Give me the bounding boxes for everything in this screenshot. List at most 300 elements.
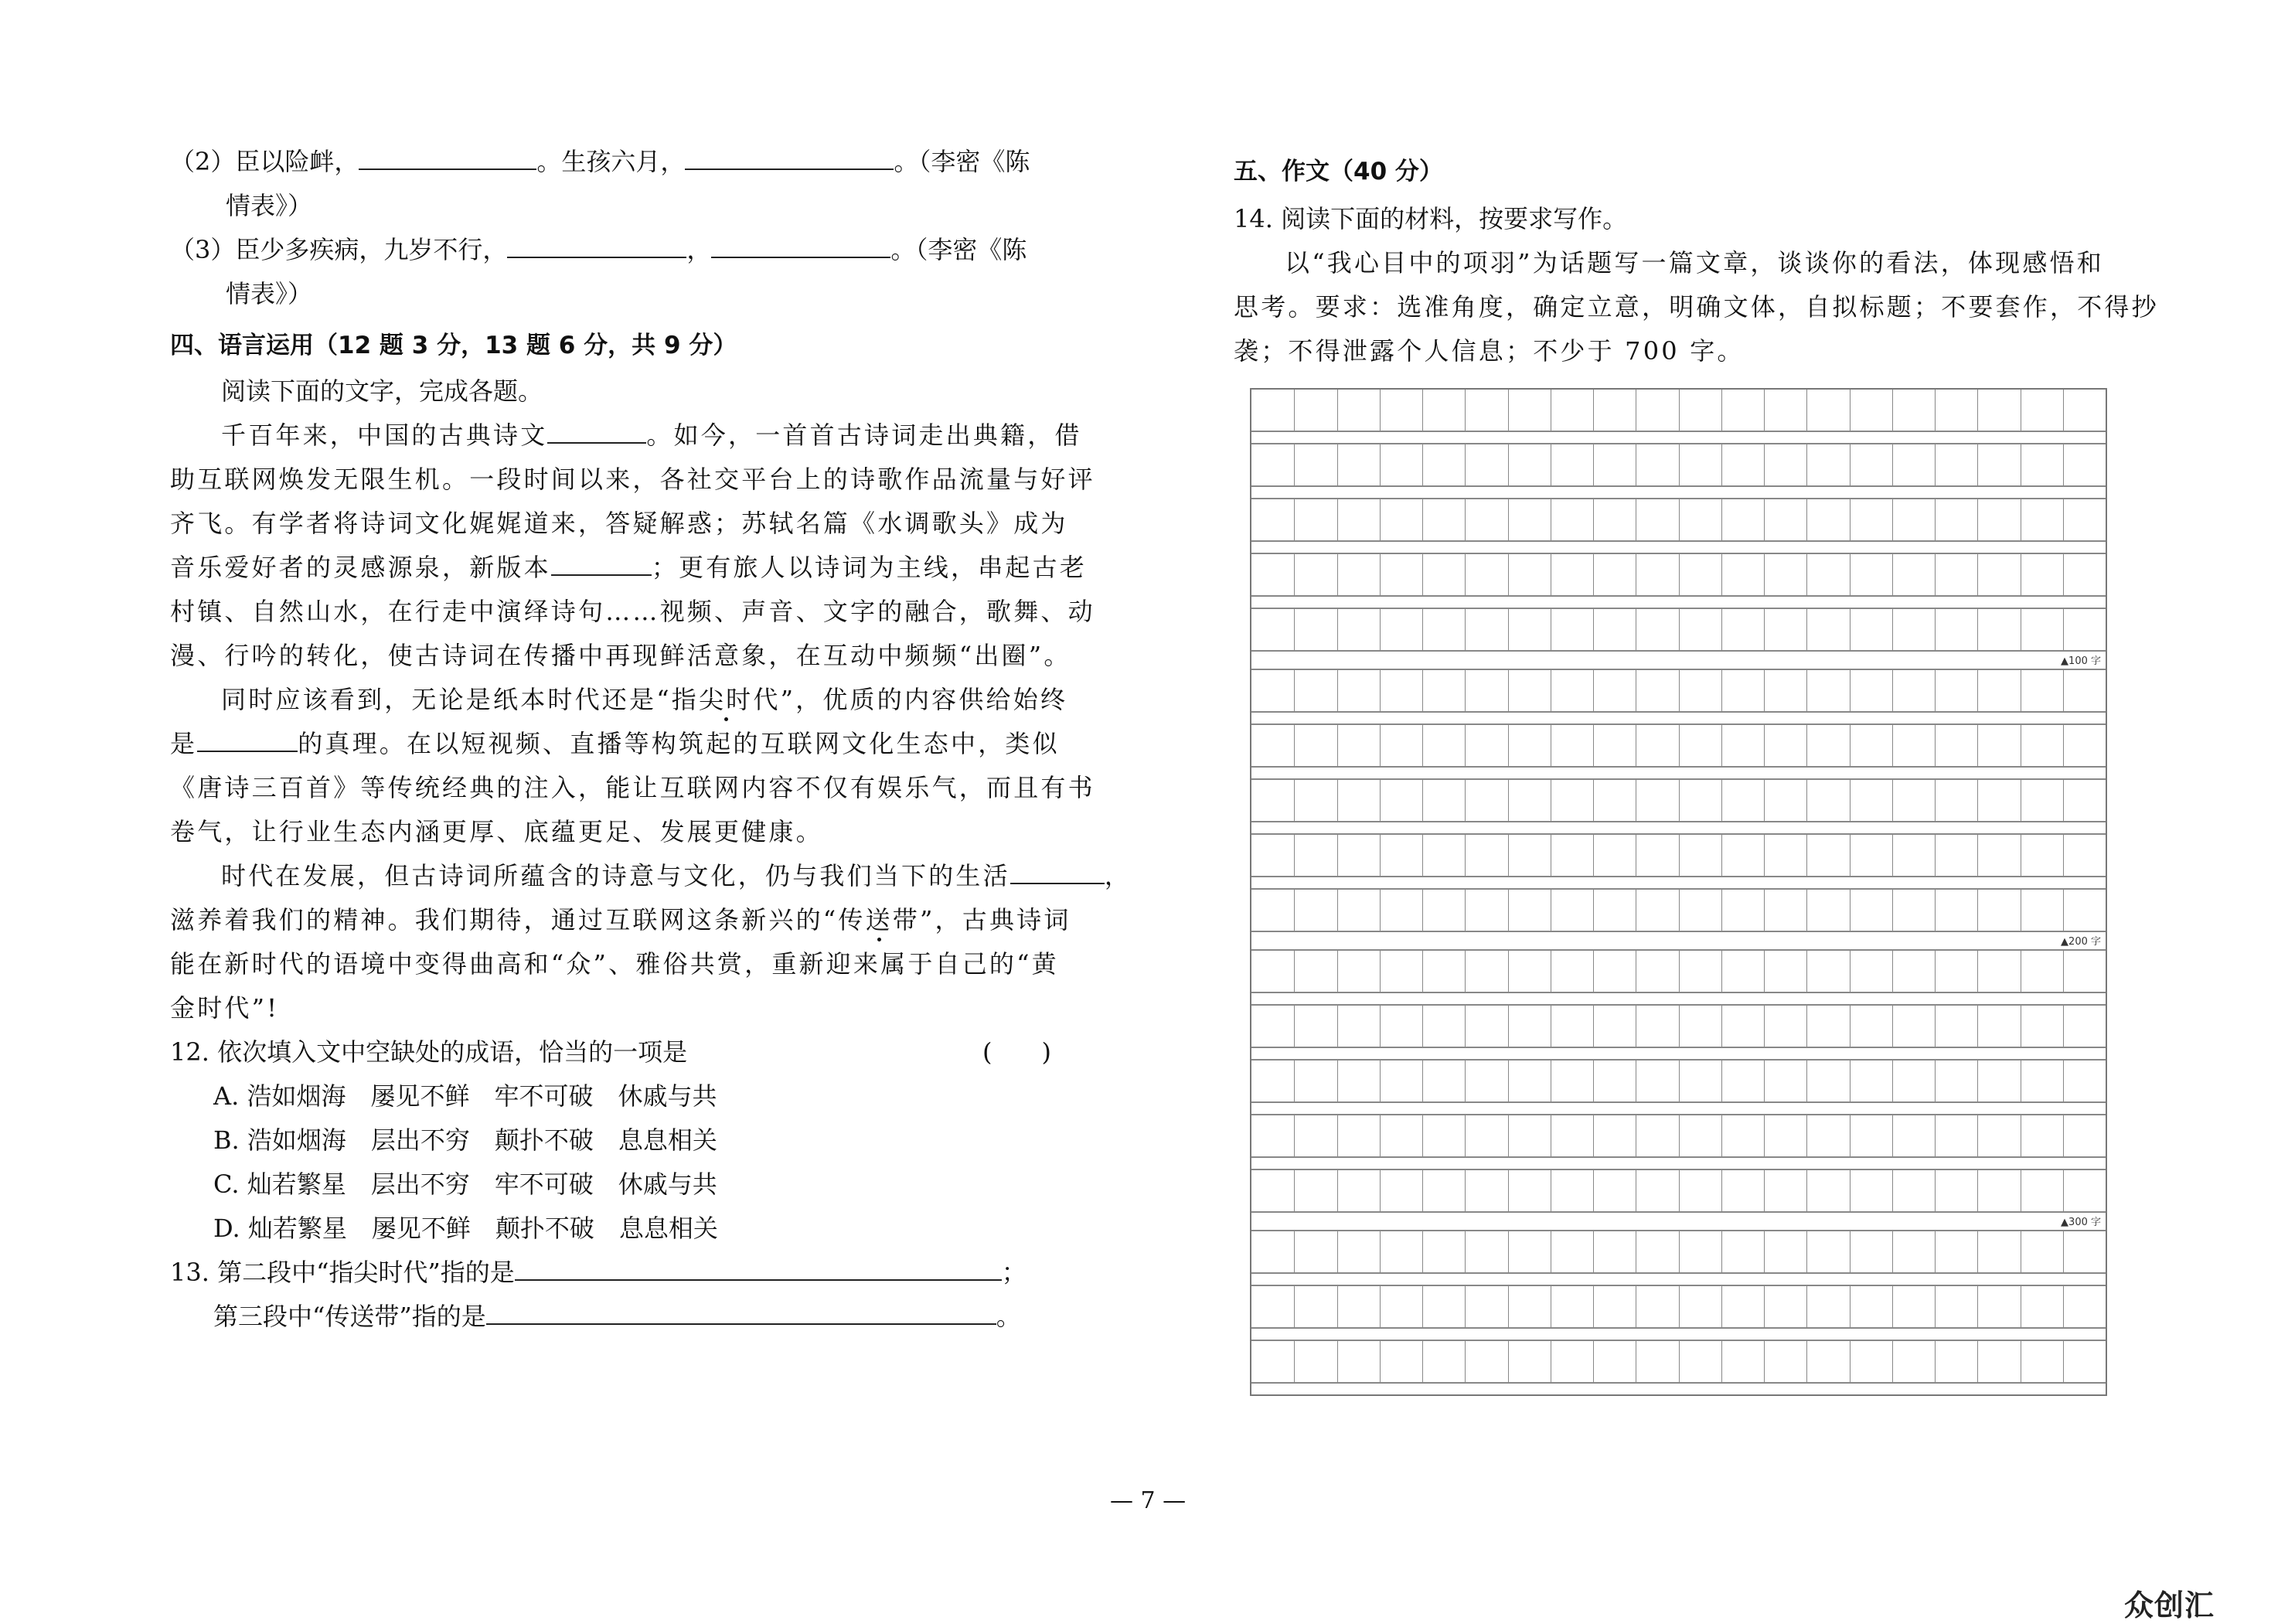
grid-cell[interactable] xyxy=(1892,725,1935,766)
grid-cell[interactable] xyxy=(1935,609,1977,650)
grid-cell[interactable] xyxy=(1294,444,1336,485)
grid-cell[interactable] xyxy=(2063,499,2106,540)
grid-cell[interactable] xyxy=(1380,951,1422,992)
grid-cell[interactable] xyxy=(1679,1006,1721,1047)
grid-cell[interactable] xyxy=(1294,670,1336,711)
grid-cell[interactable] xyxy=(1551,1286,1593,1327)
grid-cell[interactable] xyxy=(1465,951,1507,992)
grid-cell[interactable] xyxy=(1935,390,1977,431)
essay-writing-grid[interactable] xyxy=(1250,388,2107,1396)
grid-cell[interactable] xyxy=(1551,780,1593,821)
grid-cell[interactable] xyxy=(1465,1006,1507,1047)
grid-cell[interactable] xyxy=(2063,725,2106,766)
grid-cell[interactable] xyxy=(1422,890,1465,931)
grid-cell[interactable] xyxy=(1294,1231,1336,1272)
grid-cell[interactable] xyxy=(1850,390,1892,431)
grid-cell[interactable] xyxy=(1721,1115,1764,1156)
grid-cell[interactable] xyxy=(1892,554,1935,595)
answer-blank[interactable] xyxy=(197,729,298,752)
grid-cell[interactable] xyxy=(1806,499,1849,540)
grid-cell[interactable] xyxy=(1337,444,1380,485)
grid-cell[interactable] xyxy=(1465,554,1507,595)
grid-cell[interactable] xyxy=(1422,1006,1465,1047)
grid-cell[interactable] xyxy=(1422,390,1465,431)
grid-cell[interactable] xyxy=(1850,1231,1892,1272)
grid-cell[interactable] xyxy=(2021,1170,2063,1211)
grid-cell[interactable] xyxy=(1465,890,1507,931)
grid-cell[interactable] xyxy=(2021,609,2063,650)
grid-cell[interactable] xyxy=(1422,499,1465,540)
grid-cell[interactable] xyxy=(1465,670,1507,711)
grid-cell[interactable] xyxy=(2063,1061,2106,1101)
grid-cell[interactable] xyxy=(1294,1115,1336,1156)
grid-cell[interactable] xyxy=(1465,1231,1507,1272)
grid-cell[interactable] xyxy=(1764,725,1806,766)
grid-cell[interactable] xyxy=(1679,499,1721,540)
grid-cell[interactable] xyxy=(1380,1170,1422,1211)
grid-cell[interactable] xyxy=(1380,835,1422,876)
grid-cell[interactable] xyxy=(2063,780,2106,821)
answer-bracket[interactable]: ( ) xyxy=(982,1037,1051,1067)
grid-cell[interactable] xyxy=(1892,1286,1935,1327)
grid-cell[interactable] xyxy=(1850,499,1892,540)
grid-cell[interactable] xyxy=(1764,1061,1806,1101)
grid-cell[interactable] xyxy=(1508,725,1551,766)
grid-cell[interactable] xyxy=(1337,1115,1380,1156)
grid-cell[interactable] xyxy=(1380,554,1422,595)
grid-cell[interactable] xyxy=(1636,1006,1678,1047)
grid-cell[interactable] xyxy=(1977,609,2020,650)
grid-cell[interactable] xyxy=(1465,725,1507,766)
grid-cell[interactable] xyxy=(1806,444,1849,485)
grid-cell[interactable] xyxy=(1593,390,1636,431)
grid-cell[interactable] xyxy=(1850,1115,1892,1156)
grid-cell[interactable] xyxy=(1337,835,1380,876)
grid-cell[interactable] xyxy=(1380,780,1422,821)
grid-cell[interactable] xyxy=(1465,609,1507,650)
grid-cell[interactable] xyxy=(1636,499,1678,540)
grid-cell[interactable] xyxy=(1764,1286,1806,1327)
grid-cell[interactable] xyxy=(1251,725,1294,766)
grid-cell[interactable] xyxy=(1294,951,1336,992)
grid-cell[interactable] xyxy=(1508,444,1551,485)
grid-cell[interactable] xyxy=(1337,951,1380,992)
grid-cell[interactable] xyxy=(1935,725,1977,766)
grid-cell[interactable] xyxy=(1380,609,1422,650)
answer-blank[interactable] xyxy=(547,420,646,444)
grid-cell[interactable] xyxy=(1721,1061,1764,1101)
grid-cell[interactable] xyxy=(1551,554,1593,595)
grid-cell[interactable] xyxy=(1508,835,1551,876)
grid-cell[interactable] xyxy=(2021,1231,2063,1272)
grid-cell[interactable] xyxy=(1892,1115,1935,1156)
grid-cell[interactable] xyxy=(1935,1170,1977,1211)
grid-cell[interactable] xyxy=(1380,1006,1422,1047)
grid-cell[interactable] xyxy=(1294,499,1336,540)
grid-cell[interactable] xyxy=(1679,609,1721,650)
grid-cell[interactable] xyxy=(1636,725,1678,766)
grid-cell[interactable] xyxy=(2021,725,2063,766)
grid-cell[interactable] xyxy=(1850,725,1892,766)
grid-cell[interactable] xyxy=(1508,1341,1551,1382)
grid-cell[interactable] xyxy=(2021,780,2063,821)
grid-cell[interactable] xyxy=(1892,890,1935,931)
grid-cell[interactable] xyxy=(1977,1231,2020,1272)
grid-cell[interactable] xyxy=(1721,1341,1764,1382)
grid-cell[interactable] xyxy=(1764,951,1806,992)
grid-cell[interactable] xyxy=(1977,1115,2020,1156)
grid-cell[interactable] xyxy=(2021,499,2063,540)
grid-cell[interactable] xyxy=(1294,780,1336,821)
grid-cell[interactable] xyxy=(1636,670,1678,711)
grid-cell[interactable] xyxy=(1422,1061,1465,1101)
grid-cell[interactable] xyxy=(1294,1006,1336,1047)
grid-cell[interactable] xyxy=(1806,670,1849,711)
grid-cell[interactable] xyxy=(1892,1231,1935,1272)
grid-cell[interactable] xyxy=(1593,444,1636,485)
grid-cell[interactable] xyxy=(1679,780,1721,821)
option-a[interactable]: A. 浩如烟海 屡见不鲜 牢不可破 休戚与共 xyxy=(213,1081,717,1111)
grid-cell[interactable] xyxy=(1721,835,1764,876)
grid-cell[interactable] xyxy=(1294,390,1336,431)
grid-cell[interactable] xyxy=(1294,1061,1336,1101)
answer-blank[interactable] xyxy=(359,147,536,170)
grid-cell[interactable] xyxy=(1935,1061,1977,1101)
grid-cell[interactable] xyxy=(1977,1006,2020,1047)
grid-cell[interactable] xyxy=(1593,554,1636,595)
grid-cell[interactable] xyxy=(1764,1341,1806,1382)
grid-cell[interactable] xyxy=(1977,890,2020,931)
grid-cell[interactable] xyxy=(1508,1231,1551,1272)
grid-cell[interactable] xyxy=(1337,1341,1380,1382)
grid-cell[interactable] xyxy=(1764,1231,1806,1272)
grid-cell[interactable] xyxy=(1337,670,1380,711)
grid-cell[interactable] xyxy=(1508,890,1551,931)
grid-cell[interactable] xyxy=(2063,390,2106,431)
grid-cell[interactable] xyxy=(1422,951,1465,992)
grid-cell[interactable] xyxy=(1422,1341,1465,1382)
grid-cell[interactable] xyxy=(1380,390,1422,431)
grid-cell[interactable] xyxy=(1508,609,1551,650)
grid-cell[interactable] xyxy=(1977,444,2020,485)
grid-cell[interactable] xyxy=(1508,1115,1551,1156)
grid-cell[interactable] xyxy=(1508,499,1551,540)
grid-cell[interactable] xyxy=(1935,1231,1977,1272)
grid-cell[interactable] xyxy=(1422,780,1465,821)
grid-cell[interactable] xyxy=(1251,1006,1294,1047)
grid-cell[interactable] xyxy=(2021,390,2063,431)
grid-cell[interactable] xyxy=(1935,1341,1977,1382)
grid-cell[interactable] xyxy=(1721,1170,1764,1211)
grid-cell[interactable] xyxy=(2063,554,2106,595)
grid-cell[interactable] xyxy=(1850,780,1892,821)
grid-cell[interactable] xyxy=(1551,390,1593,431)
grid-cell[interactable] xyxy=(1636,1061,1678,1101)
grid-cell[interactable] xyxy=(1850,1061,1892,1101)
grid-cell[interactable] xyxy=(1380,1286,1422,1327)
grid-cell[interactable] xyxy=(2021,670,2063,711)
grid-cell[interactable] xyxy=(1935,890,1977,931)
grid-cell[interactable] xyxy=(1551,444,1593,485)
grid-cell[interactable] xyxy=(1721,609,1764,650)
grid-cell[interactable] xyxy=(1636,1170,1678,1211)
grid-cell[interactable] xyxy=(1294,1170,1336,1211)
grid-cell[interactable] xyxy=(1679,1341,1721,1382)
grid-cell[interactable] xyxy=(1337,554,1380,595)
grid-cell[interactable] xyxy=(1764,554,1806,595)
grid-cell[interactable] xyxy=(1636,609,1678,650)
grid-cell[interactable] xyxy=(2021,444,2063,485)
grid-cell[interactable] xyxy=(2063,951,2106,992)
grid-cell[interactable] xyxy=(2063,1170,2106,1211)
grid-cell[interactable] xyxy=(1251,1115,1294,1156)
grid-cell[interactable] xyxy=(1679,725,1721,766)
grid-cell[interactable] xyxy=(1593,1006,1636,1047)
grid-cell[interactable] xyxy=(1806,1006,1849,1047)
grid-cell[interactable] xyxy=(1764,1006,1806,1047)
grid-cell[interactable] xyxy=(1764,780,1806,821)
grid-cell[interactable] xyxy=(1465,780,1507,821)
grid-cell[interactable] xyxy=(1593,1115,1636,1156)
grid-cell[interactable] xyxy=(1251,390,1294,431)
grid-cell[interactable] xyxy=(1764,670,1806,711)
grid-cell[interactable] xyxy=(1593,835,1636,876)
grid-cell[interactable] xyxy=(1294,1341,1336,1382)
grid-cell[interactable] xyxy=(1636,835,1678,876)
grid-cell[interactable] xyxy=(1892,390,1935,431)
grid-cell[interactable] xyxy=(1977,1286,2020,1327)
grid-cell[interactable] xyxy=(2063,609,2106,650)
grid-cell[interactable] xyxy=(1636,1115,1678,1156)
grid-cell[interactable] xyxy=(1977,499,2020,540)
grid-cell[interactable] xyxy=(1679,890,1721,931)
grid-cell[interactable] xyxy=(1892,609,1935,650)
grid-cell[interactable] xyxy=(1636,390,1678,431)
grid-cell[interactable] xyxy=(1294,1286,1336,1327)
grid-cell[interactable] xyxy=(2021,1006,2063,1047)
grid-cell[interactable] xyxy=(1850,554,1892,595)
grid-cell[interactable] xyxy=(1764,1115,1806,1156)
grid-cell[interactable] xyxy=(1935,835,1977,876)
grid-cell[interactable] xyxy=(1806,554,1849,595)
grid-cell[interactable] xyxy=(1508,670,1551,711)
grid-cell[interactable] xyxy=(1679,1170,1721,1211)
grid-cell[interactable] xyxy=(1422,1115,1465,1156)
grid-cell[interactable] xyxy=(1721,951,1764,992)
grid-cell[interactable] xyxy=(1679,1061,1721,1101)
grid-cell[interactable] xyxy=(1422,554,1465,595)
grid-cell[interactable] xyxy=(1850,1286,1892,1327)
grid-cell[interactable] xyxy=(1806,835,1849,876)
grid-cell[interactable] xyxy=(1721,390,1764,431)
option-b[interactable]: B. 浩如烟海 层出不穷 颠扑不破 息息相关 xyxy=(213,1125,717,1155)
answer-blank[interactable] xyxy=(486,1302,996,1325)
grid-cell[interactable] xyxy=(1337,499,1380,540)
grid-cell[interactable] xyxy=(1380,1115,1422,1156)
grid-cell[interactable] xyxy=(1892,1341,1935,1382)
grid-cell[interactable] xyxy=(1337,890,1380,931)
grid-cell[interactable] xyxy=(2021,1115,2063,1156)
grid-cell[interactable] xyxy=(1380,444,1422,485)
grid-cell[interactable] xyxy=(1551,609,1593,650)
grid-cell[interactable] xyxy=(1721,1231,1764,1272)
grid-cell[interactable] xyxy=(1337,1231,1380,1272)
grid-cell[interactable] xyxy=(1508,780,1551,821)
grid-cell[interactable] xyxy=(1764,390,1806,431)
grid-cell[interactable] xyxy=(1551,1170,1593,1211)
grid-cell[interactable] xyxy=(1251,1286,1294,1327)
grid-cell[interactable] xyxy=(1380,670,1422,711)
grid-cell[interactable] xyxy=(2021,1286,2063,1327)
grid-cell[interactable] xyxy=(1850,951,1892,992)
grid-cell[interactable] xyxy=(1551,1341,1593,1382)
grid-cell[interactable] xyxy=(1380,499,1422,540)
grid-cell[interactable] xyxy=(1508,1170,1551,1211)
grid-cell[interactable] xyxy=(1508,951,1551,992)
grid-cell[interactable] xyxy=(1551,890,1593,931)
grid-cell[interactable] xyxy=(1593,725,1636,766)
grid-cell[interactable] xyxy=(2021,835,2063,876)
grid-cell[interactable] xyxy=(1422,609,1465,650)
grid-cell[interactable] xyxy=(2063,1231,2106,1272)
grid-cell[interactable] xyxy=(1251,890,1294,931)
grid-cell[interactable] xyxy=(1593,1170,1636,1211)
grid-cell[interactable] xyxy=(1806,390,1849,431)
grid-cell[interactable] xyxy=(1251,1341,1294,1382)
grid-cell[interactable] xyxy=(1380,1061,1422,1101)
grid-cell[interactable] xyxy=(1251,1170,1294,1211)
grid-cell[interactable] xyxy=(1892,1006,1935,1047)
grid-cell[interactable] xyxy=(1764,835,1806,876)
grid-cell[interactable] xyxy=(1806,1061,1849,1101)
grid-cell[interactable] xyxy=(1935,670,1977,711)
grid-cell[interactable] xyxy=(1977,951,2020,992)
grid-cell[interactable] xyxy=(1251,1061,1294,1101)
grid-cell[interactable] xyxy=(1721,554,1764,595)
grid-cell[interactable] xyxy=(1679,951,1721,992)
grid-cell[interactable] xyxy=(1422,670,1465,711)
grid-cell[interactable] xyxy=(1806,1231,1849,1272)
grid-cell[interactable] xyxy=(1593,1286,1636,1327)
grid-cell[interactable] xyxy=(1892,499,1935,540)
grid-cell[interactable] xyxy=(1636,1286,1678,1327)
grid-cell[interactable] xyxy=(1764,1170,1806,1211)
grid-cell[interactable] xyxy=(1977,1170,2020,1211)
grid-cell[interactable] xyxy=(1892,670,1935,711)
grid-cell[interactable] xyxy=(1679,670,1721,711)
grid-cell[interactable] xyxy=(1251,499,1294,540)
grid-cell[interactable] xyxy=(1977,670,2020,711)
grid-cell[interactable] xyxy=(1508,554,1551,595)
grid-cell[interactable] xyxy=(1294,725,1336,766)
grid-cell[interactable] xyxy=(1892,835,1935,876)
grid-cell[interactable] xyxy=(2021,1341,2063,1382)
grid-cell[interactable] xyxy=(2063,1006,2106,1047)
grid-cell[interactable] xyxy=(1636,1341,1678,1382)
grid-cell[interactable] xyxy=(1850,1170,1892,1211)
grid-cell[interactable] xyxy=(1850,835,1892,876)
grid-cell[interactable] xyxy=(1806,1341,1849,1382)
grid-cell[interactable] xyxy=(1593,670,1636,711)
grid-cell[interactable] xyxy=(2063,835,2106,876)
grid-cell[interactable] xyxy=(1935,499,1977,540)
grid-cell[interactable] xyxy=(1422,444,1465,485)
grid-cell[interactable] xyxy=(1935,444,1977,485)
grid-cell[interactable] xyxy=(1850,1341,1892,1382)
grid-cell[interactable] xyxy=(2063,670,2106,711)
grid-cell[interactable] xyxy=(1721,444,1764,485)
grid-cell[interactable] xyxy=(1508,1061,1551,1101)
grid-cell[interactable] xyxy=(1465,1341,1507,1382)
grid-cell[interactable] xyxy=(1465,444,1507,485)
grid-cell[interactable] xyxy=(1679,554,1721,595)
grid-cell[interactable] xyxy=(1806,890,1849,931)
option-d[interactable]: D. 灿若繁星 屡见不鲜 颠扑不破 息息相关 xyxy=(213,1214,718,1243)
grid-cell[interactable] xyxy=(1251,670,1294,711)
grid-cell[interactable] xyxy=(1380,1231,1422,1272)
grid-cell[interactable] xyxy=(1679,1115,1721,1156)
grid-cell[interactable] xyxy=(1337,725,1380,766)
grid-cell[interactable] xyxy=(2063,444,2106,485)
grid-cell[interactable] xyxy=(1251,1231,1294,1272)
grid-cell[interactable] xyxy=(1721,725,1764,766)
grid-cell[interactable] xyxy=(1850,609,1892,650)
grid-cell[interactable] xyxy=(1337,609,1380,650)
grid-cell[interactable] xyxy=(1251,444,1294,485)
grid-cell[interactable] xyxy=(1422,1170,1465,1211)
grid-cell[interactable] xyxy=(1850,670,1892,711)
grid-cell[interactable] xyxy=(1251,835,1294,876)
answer-blank[interactable] xyxy=(711,235,890,258)
grid-cell[interactable] xyxy=(1850,1006,1892,1047)
grid-cell[interactable] xyxy=(2021,951,2063,992)
grid-cell[interactable] xyxy=(1294,554,1336,595)
grid-cell[interactable] xyxy=(1422,835,1465,876)
grid-cell[interactable] xyxy=(1422,725,1465,766)
grid-cell[interactable] xyxy=(1892,951,1935,992)
grid-cell[interactable] xyxy=(1294,835,1336,876)
grid-cell[interactable] xyxy=(1892,1170,1935,1211)
grid-cell[interactable] xyxy=(1679,1286,1721,1327)
grid-cell[interactable] xyxy=(1977,780,2020,821)
grid-cell[interactable] xyxy=(1892,1061,1935,1101)
grid-cell[interactable] xyxy=(1721,1286,1764,1327)
grid-cell[interactable] xyxy=(1850,890,1892,931)
grid-cell[interactable] xyxy=(1508,1286,1551,1327)
grid-cell[interactable] xyxy=(1593,1341,1636,1382)
answer-blank[interactable] xyxy=(1010,861,1105,884)
grid-cell[interactable] xyxy=(1636,951,1678,992)
grid-cell[interactable] xyxy=(1977,1341,2020,1382)
grid-cell[interactable] xyxy=(1465,1286,1507,1327)
grid-cell[interactable] xyxy=(1764,609,1806,650)
grid-cell[interactable] xyxy=(1551,1231,1593,1272)
grid-cell[interactable] xyxy=(1551,1061,1593,1101)
grid-cell[interactable] xyxy=(1251,951,1294,992)
grid-cell[interactable] xyxy=(1551,499,1593,540)
grid-cell[interactable] xyxy=(1593,609,1636,650)
grid-cell[interactable] xyxy=(1806,1286,1849,1327)
grid-cell[interactable] xyxy=(1850,444,1892,485)
grid-cell[interactable] xyxy=(1764,890,1806,931)
grid-cell[interactable] xyxy=(1636,444,1678,485)
grid-cell[interactable] xyxy=(1636,1231,1678,1272)
grid-cell[interactable] xyxy=(1337,390,1380,431)
grid-cell[interactable] xyxy=(1935,951,1977,992)
grid-cell[interactable] xyxy=(1892,444,1935,485)
grid-cell[interactable] xyxy=(1593,780,1636,821)
grid-cell[interactable] xyxy=(1337,1286,1380,1327)
